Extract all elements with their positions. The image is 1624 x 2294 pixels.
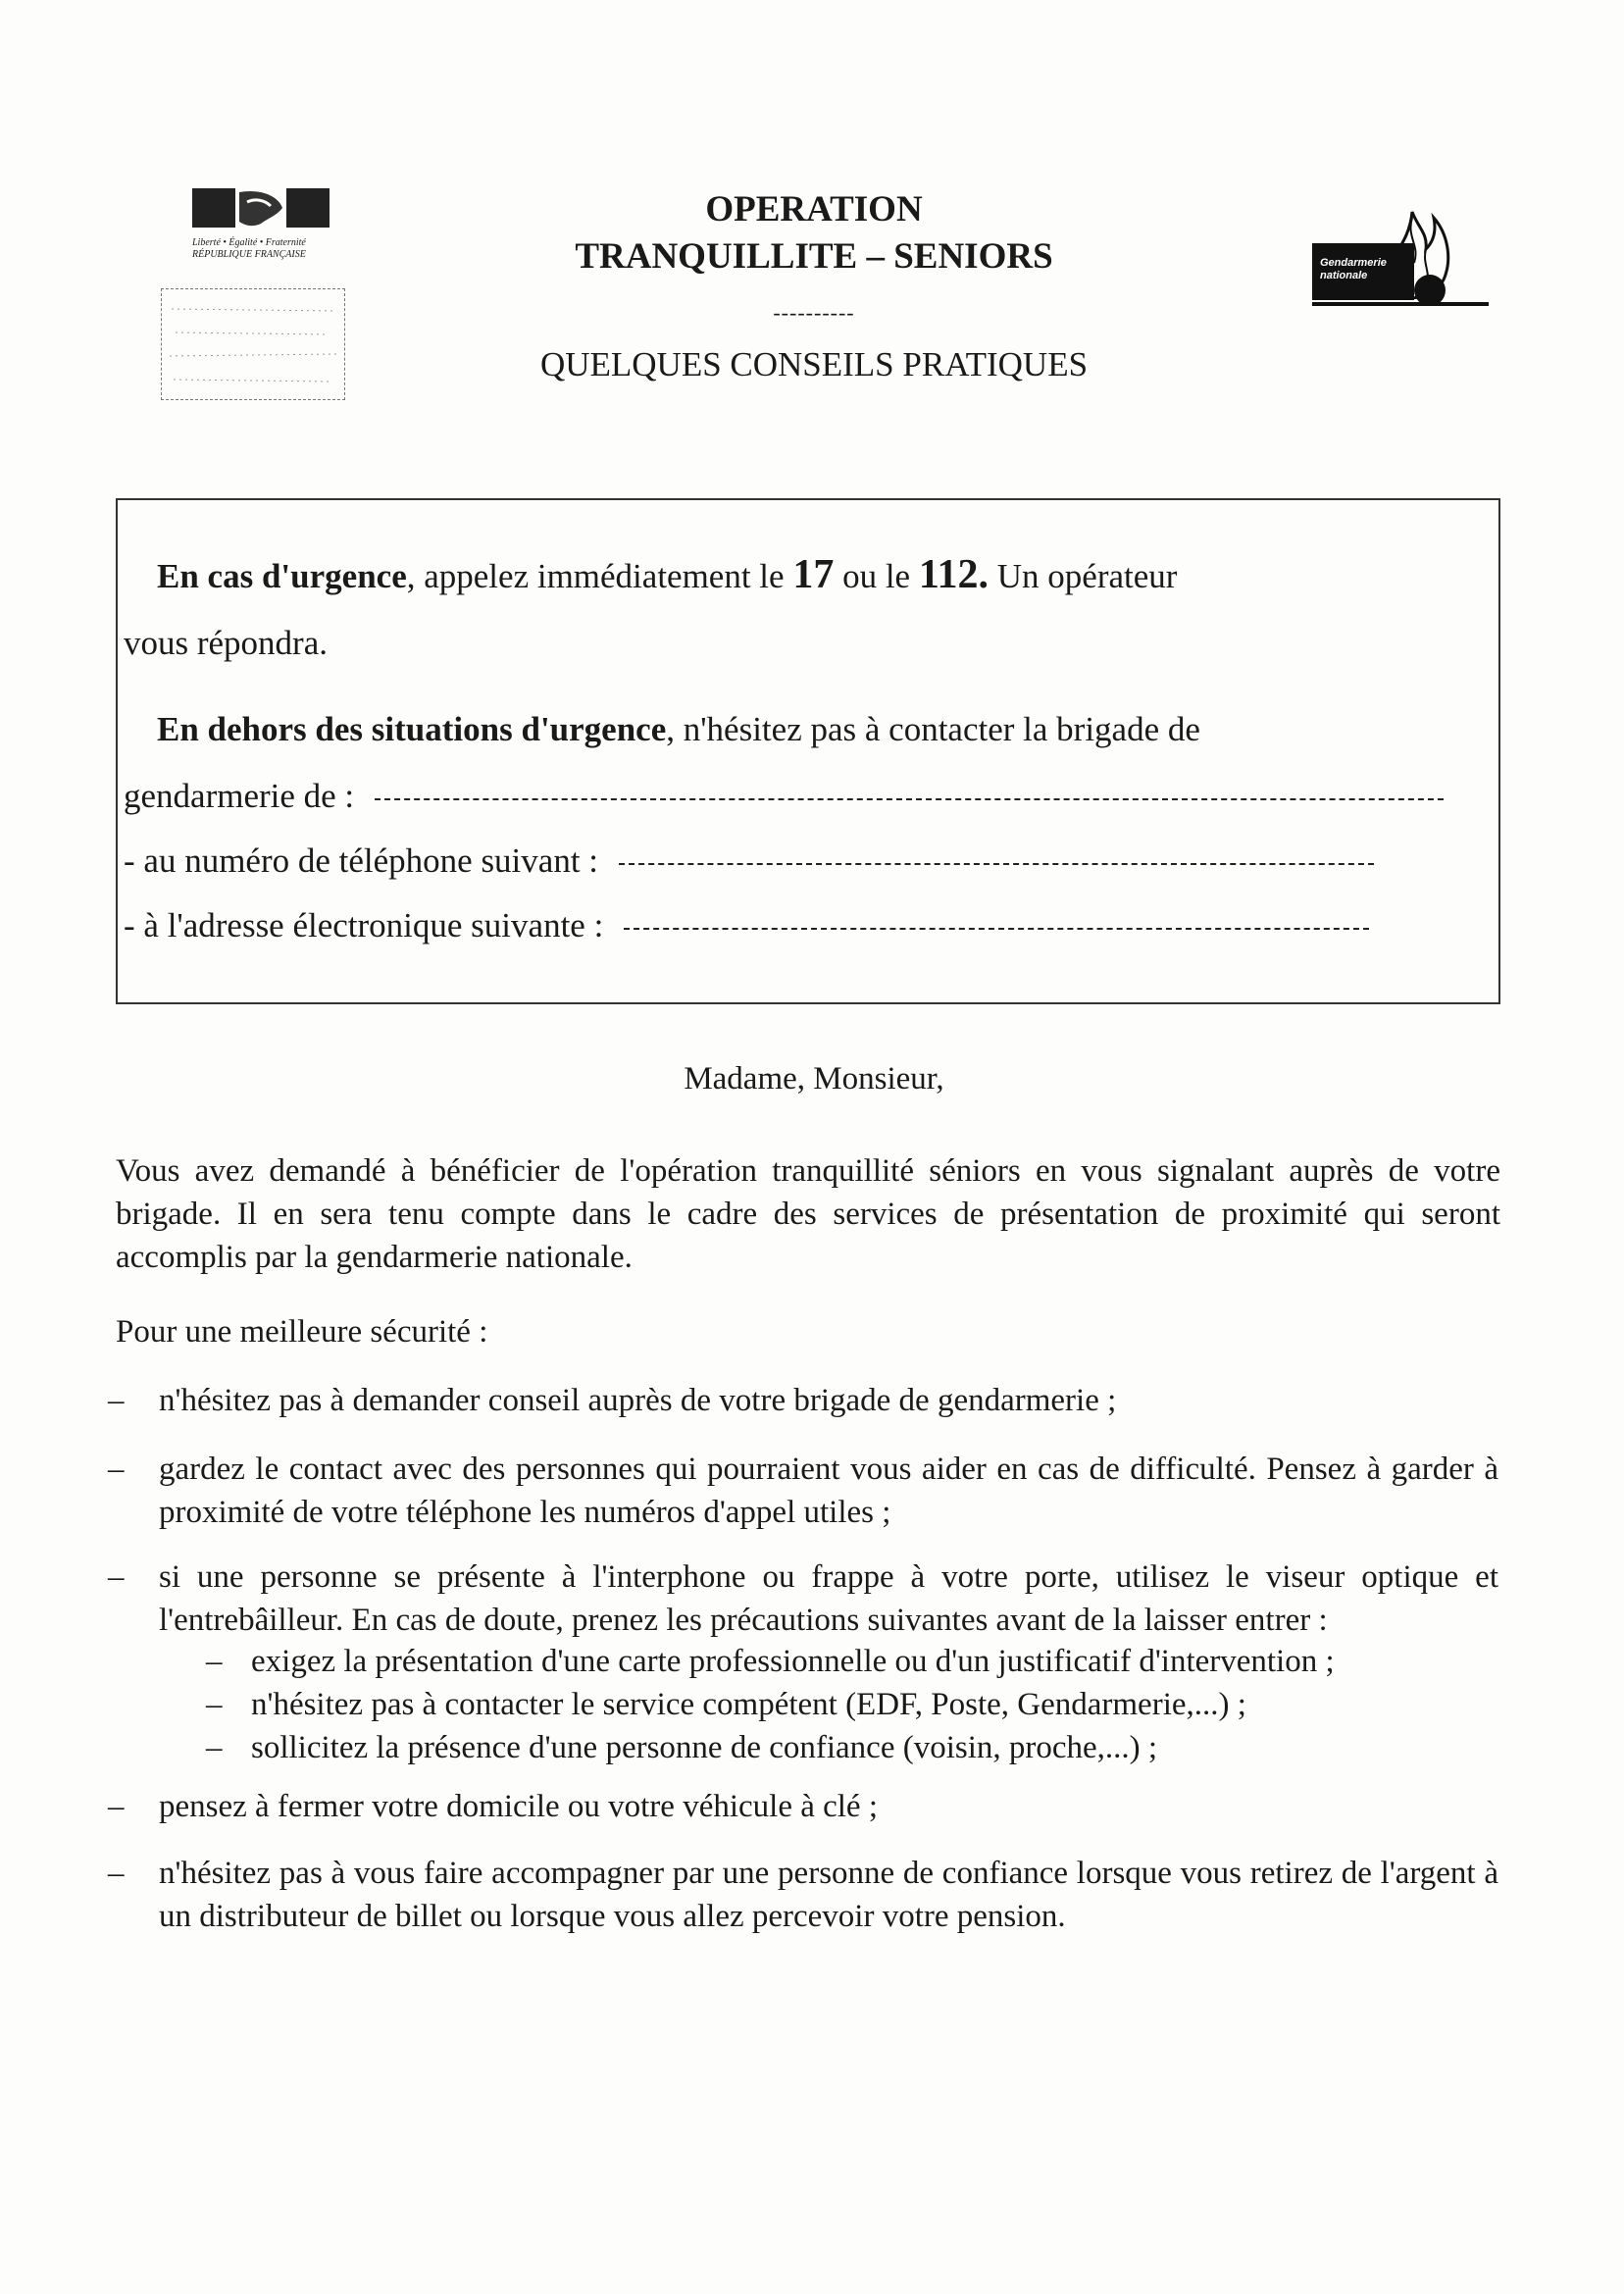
sub-advice-item — [206, 1683, 1500, 1726]
advice-text: si une personne se présente à l'interphone ou frappe à votre porte, utilisez le viseur optique et l'entrebâilleur. En cas de doute, prenez les précautions suivantes avant de la laisser entrer : — [159, 1559, 1498, 1638]
emergency-number-17: 17 — [792, 552, 835, 597]
stamp-area — [161, 288, 345, 400]
emergency-label: En cas d'urgence — [157, 557, 407, 595]
advice-item — [108, 1379, 1500, 1428]
title-separator: ---------- — [773, 300, 855, 325]
non-emergency-label: En dehors des situations d'urgence — [157, 710, 667, 748]
document-subtitle: QUELQUES CONSEILS PRATIQUES — [539, 345, 1089, 383]
emergency-number-112: 112. — [918, 552, 990, 597]
phone-fill-line — [619, 863, 1374, 865]
email-fill-line — [624, 928, 1369, 930]
email-field-label: - à l'adresse électronique suivante : — [124, 906, 604, 944]
emergency-operator-text: Un opérateur — [989, 557, 1178, 595]
advice-text: pensez à fermer votre domicile ou votre véhicule à clé ; — [159, 1789, 878, 1824]
bullet-dash: – — [108, 1856, 125, 1891]
document-title — [490, 186, 1138, 280]
sub-advice-item — [206, 1640, 1500, 1683]
sub-bullet-dash: – — [206, 1687, 223, 1722]
brigade-fill-line — [375, 798, 1444, 800]
sub-advice-text: sollicitez la présence d'une personne de confiance (voisin, proche,...) ; — [251, 1730, 1158, 1765]
sub-advice-text: exigez la présentation d'une carte professionnelle ou d'un justificatif d'intervention ; — [251, 1644, 1335, 1679]
marianne-emblem-icon — [192, 188, 330, 235]
gendarmerie-nationale-logo — [1312, 188, 1489, 316]
advice-item — [108, 1785, 1500, 1834]
emergency-text: , appelez immédiatement le — [406, 557, 793, 595]
email-field-row — [124, 904, 1369, 947]
sub-bullet-dash: – — [206, 1730, 223, 1765]
advice-text: n'hésitez pas à vous faire accompagner par une personne de confiance lorsque vous retirez de l'argent à un distributeur de billet ou lorsque vous allez percevoir votre pension. — [159, 1856, 1498, 1934]
title-line-1: OPERATION — [705, 189, 923, 229]
brigade-field-label: gendarmerie de : — [124, 777, 355, 815]
bullet-dash: – — [108, 1452, 125, 1487]
bullet-dash: – — [108, 1383, 125, 1418]
emergency-line — [157, 553, 1500, 598]
advice-item — [108, 1555, 1500, 1650]
phone-field-row — [124, 840, 1374, 883]
advice-text: n'hésitez pas à demander conseil auprès de votre brigade de gendarmerie ; — [159, 1383, 1117, 1418]
sub-advice-item — [206, 1726, 1500, 1769]
logo-gn-caption: Gendarmerie nationale — [1320, 257, 1387, 281]
phone-field-label: - au numéro de téléphone suivant : — [124, 841, 599, 880]
emergency-info-box — [116, 498, 1500, 1004]
non-emergency-text: , n'hésitez pas à contacter la brigade de — [666, 710, 1200, 748]
grenade-flame-icon — [1312, 188, 1489, 316]
security-heading: Pour une meilleure sécurité : — [116, 1314, 488, 1350]
bullet-dash: – — [108, 1789, 125, 1824]
bullet-dash: – — [108, 1559, 125, 1595]
intro-paragraph: Vous avez demandé à bénéficier de l'opération tranquillité séniors en vous signalant auprès de votre brigade. Il en sera tenu compte dans le cadre des services de présentation de proximité qui seront accomplis par la gendarmerie nationale. — [116, 1153, 1500, 1275]
sub-advice-text: n'hésitez pas à contacter le service compétent (EDF, Poste, Gendarmerie,...) ; — [251, 1687, 1246, 1722]
advice-text: gardez le contact avec des personnes qui pourraient vous aider en cas de difficulté. Pensez à garder à proximité de votre téléphone les numéros d'appel utiles ; — [159, 1452, 1498, 1530]
advice-item — [108, 1448, 1500, 1542]
emergency-or-text: ou le — [834, 557, 919, 595]
brigade-field-row — [124, 775, 1444, 818]
title-line-2: TRANQUILLITE – SENIORS — [575, 236, 1053, 277]
non-emergency-line — [157, 708, 1200, 751]
sub-bullet-dash: – — [206, 1644, 223, 1679]
advice-item — [108, 1852, 1500, 1946]
republique-francaise-logo — [192, 188, 330, 267]
salutation: Madame, Monsieur, — [684, 1061, 944, 1096]
logo-rf-caption: Liberté • Égalité • Fraternité RÉPUBLIQUE FRANÇAISE — [192, 237, 306, 260]
emergency-line-2: vous répondra. — [124, 624, 329, 662]
